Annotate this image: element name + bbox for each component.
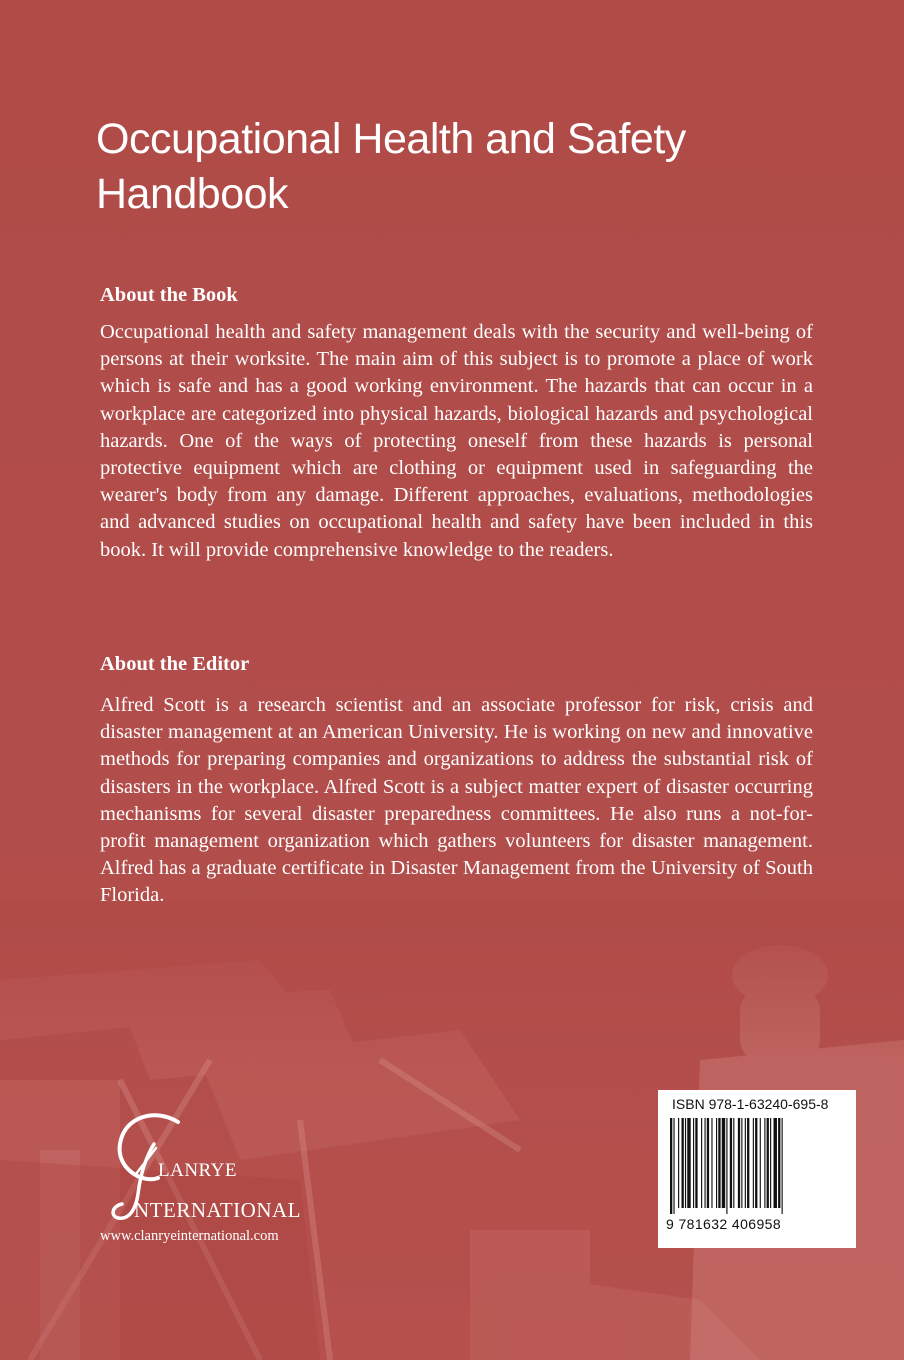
barcode-bar <box>711 1118 712 1208</box>
barcode-bar <box>767 1118 769 1208</box>
barcode-bar <box>753 1118 754 1208</box>
barcode-bar <box>730 1118 732 1208</box>
about-book-text: Occupational health and safety management deals with the security and well-being of persons at their worksite. The main aim of this subject is to promote a place of work which is safe and has a good working environment. The hazards that can occur in a workplace are categorized into physical hazards, biological hazards and psychological hazards. One of the ways of protecting oneself from these hazards is personal protective equipment which are clothing or equipment used in safeguarding the wearer's body from any damage. Different approaches, evaluations, methodologies and advanced studies on occupational health and safety have been included in this book. It will provide comprehensive knowledge to the readers. <box>100 321 813 561</box>
barcode-bar <box>670 1118 672 1214</box>
publisher-url[interactable]: www.clanryeinternational.com <box>100 1228 279 1244</box>
barcode-bar <box>745 1118 746 1208</box>
barcode-bar <box>682 1118 684 1208</box>
barcode-label <box>658 1090 856 1248</box>
barcode-bar <box>760 1118 761 1208</box>
isbn-number: ISBN 978-1-63240-695-8 <box>672 1096 829 1112</box>
barcode-bar <box>782 1118 783 1214</box>
barcode-bar <box>687 1118 690 1208</box>
barcode-bar <box>707 1118 709 1208</box>
about-editor-text: Alfred Scott is a research scientist and an associate professor for risk, crisis and disaster management at an American University. He is working on new and innovative methods for preparing companies and organizations to address the substantial risk of disasters in the workplace. Alfred Scott is a subject matter expert of disaster occurring mechanisms for several disaster preparedness committees. He also runs a not-for-profit management organization which gathers volunteers for disaster management. Alfred has a graduate certificate in Disaster Management from the University of South Florida. <box>100 694 813 907</box>
barcode-bar <box>678 1118 679 1208</box>
barcode-bar <box>693 1118 694 1208</box>
barcode-bar <box>705 1118 706 1208</box>
barcode-bar <box>695 1118 697 1208</box>
barcode-bar <box>741 1118 742 1208</box>
barcode-bar <box>726 1118 727 1214</box>
barcode-bar <box>778 1118 780 1208</box>
about-book-heading: About the Book <box>100 284 238 306</box>
barcode-bar <box>685 1118 686 1208</box>
publisher-name-line2: NTERNATIONAL <box>134 1198 301 1222</box>
barcode-bars <box>668 1118 846 1214</box>
about-editor-heading: About the Editor <box>100 653 250 675</box>
barcode-bar <box>764 1118 765 1208</box>
barcode-bar <box>673 1118 674 1214</box>
barcode-bar <box>738 1118 740 1208</box>
publisher-logo <box>96 1108 336 1258</box>
barcode-bar <box>722 1118 725 1208</box>
book-title: Occupational Health and Safety Handbook <box>96 115 686 218</box>
barcode-bar <box>755 1118 757 1208</box>
publisher-name-line1: LANRYE <box>158 1160 237 1181</box>
barcode-bar <box>770 1118 771 1208</box>
barcode-bar <box>747 1118 749 1208</box>
barcode-digits: 9 781632 406958 <box>666 1216 781 1232</box>
barcode-bar <box>701 1118 702 1208</box>
barcode-bar <box>716 1118 717 1208</box>
barcode-bar <box>733 1118 734 1208</box>
barcode-bar <box>718 1118 720 1208</box>
barcode-bar <box>774 1118 777 1208</box>
